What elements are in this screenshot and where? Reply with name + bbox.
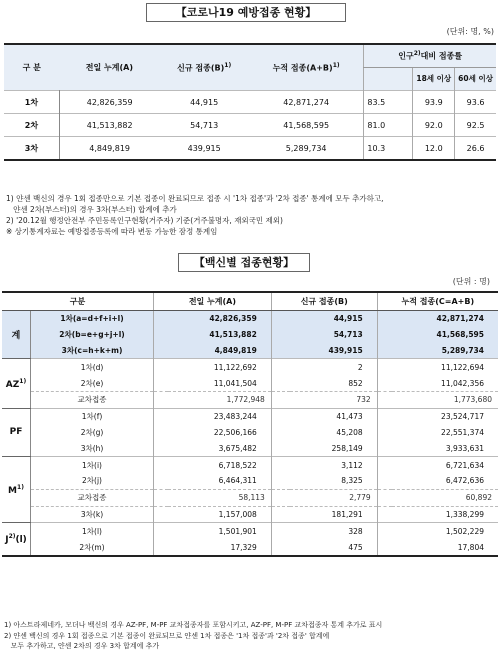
cell-prev: 17,329 [154, 539, 272, 556]
cell-new: 44,915 [159, 91, 249, 114]
group-total: 계 [2, 311, 31, 359]
cell-18: 92.0 [413, 114, 455, 137]
cell-prev: 58,113 [168, 489, 272, 506]
row-label: 1차(l) [31, 523, 154, 539]
cell-prev: 1,501,901 [154, 523, 272, 539]
group-j: $J^{2)}(l)$ [2, 523, 31, 556]
cell-cum: 6,721,634 [377, 457, 498, 473]
vaccination-status-table [4, 43, 496, 161]
row-label: 1차(d) [31, 359, 154, 375]
table-row [2, 506, 498, 523]
cell-prev: 42,826,359 [59, 91, 159, 114]
note-line: 1) 아스트라제네카, 모더나 백신의 경우 AZ-PF, M-PF 교차접종자를 포함시키고, AZ-PF, M-PF 교차접종자 통계 추가로 표시 [4, 621, 383, 629]
row-label: 2차(g) [80, 427, 104, 437]
cell-new: 8,325 [271, 473, 377, 489]
header-new: 신규 접종$(B)^{1)}$ [159, 44, 249, 91]
cell-new: 439,915 [271, 343, 377, 359]
cell-cum: 1,773,680 [392, 391, 498, 408]
cell-60: 93.6 [455, 91, 496, 114]
note-line: ※ 상기통계자료는 예방접종등록에 따라 변동 가능한 잠정 통계임 [6, 227, 218, 236]
cell-prev: 6,464,311 [154, 473, 272, 489]
header-prev-total: 전일 누계(A) [59, 44, 159, 91]
cell-new: 852 [271, 375, 377, 391]
cell-prev: 6,718,522 [154, 457, 272, 473]
cell-cum: 42,871,274 [377, 311, 498, 327]
cell-cum: 11,042,356 [377, 375, 498, 391]
header-new: 신규 접종(B) [271, 292, 377, 311]
cell-new: 328 [271, 523, 377, 539]
group-m: $M^{1)}$ [2, 457, 31, 523]
cell-prev: 3,675,482 [154, 440, 272, 456]
cell-cum: 17,804 [377, 539, 498, 556]
header-cumulative: 누적 접종$(A+B)^{1)}$ [249, 44, 364, 91]
cell-new: 439,915 [159, 137, 249, 161]
cell-cum: 22,551,374 [377, 425, 498, 441]
note-line: 1) 얀센 백신의 경우 1회 접종만으로 기본 접종이 완료되므로 접종 시 '1차 접종'과 '2차 접종' 통계에 모두 추가하고, [6, 194, 384, 203]
cell-cum: 41,568,595 [377, 327, 498, 343]
cell-new: 41,473 [271, 408, 377, 424]
table2-notes [4, 620, 498, 652]
cell-cum: 11,122,694 [377, 359, 498, 375]
row-label: 3차(h) [80, 443, 104, 453]
cell-new: 54,713 [271, 327, 377, 343]
note-line: 2) 얀센 백신의 경우 1회 접종으로 기본 접종이 완료되므로 얀센 1차 접종은 '1차 접종'과 '2차 접종' 합계에 [4, 631, 330, 640]
header-pop-rate [364, 68, 413, 91]
table1-notes [6, 193, 496, 237]
cell-pop: 10.3 [364, 137, 413, 161]
table-row [2, 457, 498, 473]
table-row [4, 114, 496, 137]
table-row [4, 91, 496, 114]
table-row [2, 375, 498, 391]
header-cumulative: 누적 접종(C=A+B) [377, 292, 498, 311]
note-line: 얀센 2차(부스터)의 경우 3차(부스터) 합계에 추가 [6, 205, 177, 214]
row-label: 2차(j) [82, 476, 102, 486]
table-row [2, 327, 498, 343]
cell-prev: 11,041,504 [154, 375, 272, 391]
cell-cum: 1,338,299 [377, 506, 498, 523]
cell-new: 258,149 [271, 440, 377, 456]
header-18plus: 18세 이상 [413, 68, 455, 91]
table-row [2, 391, 498, 408]
cell-cum: 41,568,595 [249, 114, 364, 137]
row-label: 2차 [4, 114, 59, 137]
row-label: 1차(a=d+f+i+l) [31, 311, 154, 327]
cell-new: 44,915 [271, 311, 377, 327]
header-prev-total: 전일 누계(A) [154, 292, 272, 311]
row-label: 1차(i) [31, 457, 154, 473]
cell-pop: 83.5 [364, 91, 413, 114]
table-row [2, 425, 498, 441]
row-label: 1차(f) [31, 408, 154, 424]
cell-cum: 3,933,631 [377, 440, 498, 456]
cell-new: 181,291 [271, 506, 377, 523]
cell-new: 45,208 [271, 425, 377, 441]
table-row [2, 523, 498, 539]
cell-cum: 6,472,636 [377, 473, 498, 489]
cell-prev: 22,506,166 [154, 425, 272, 441]
header-60plus: 60세 이상 [455, 68, 496, 91]
cell-cum: 42,871,274 [249, 91, 364, 114]
table-row [2, 311, 498, 327]
table2-unit: (단위 : 명) [452, 277, 490, 286]
header-category: 구분 [2, 292, 154, 311]
cell-60: 26.6 [455, 137, 496, 161]
cell-prev: 41,513,882 [154, 327, 272, 343]
header-category: 구 분 [4, 44, 59, 91]
cell-new: 2,779 [290, 489, 378, 506]
cell-prev: 41,513,882 [59, 114, 159, 137]
table-row [2, 473, 498, 489]
table2-title: 【백신별 접종현황】 [178, 253, 310, 272]
row-label: 2차(e) [80, 378, 104, 388]
table-row [2, 343, 498, 359]
cell-cum: 23,524,717 [377, 408, 498, 424]
row-label: 2차(b=e+g+j+l) [31, 327, 154, 343]
cell-prev: 42,826,359 [154, 311, 272, 327]
cell-prev: 23,483,244 [154, 408, 272, 424]
cell-prev: 4,849,819 [154, 343, 272, 359]
table1-title: 【코로나19 예방접종 현황】 [146, 3, 346, 22]
note-line: 2) '20.12월 행정안전부 주민등록인구현황(거주자) 기준(거주불명자, 재외국민 제외) [6, 216, 283, 225]
cell-cum: 5,289,734 [377, 343, 498, 359]
row-label: 1차 [4, 91, 59, 114]
row-label: 3차 [4, 137, 59, 161]
row-label: 3차(k) [31, 506, 154, 523]
table-row [4, 137, 496, 161]
cell-prev: 1,772,948 [168, 391, 272, 408]
vaccine-type-table [2, 291, 498, 557]
table-row [2, 539, 498, 556]
cell-60: 92.5 [455, 114, 496, 137]
row-label: 교차접종 [31, 489, 154, 506]
cell-cum: 1,502,229 [377, 523, 498, 539]
row-label: 3차(c=h+k+m) [31, 343, 154, 359]
row-label: 2차(m) [79, 542, 105, 552]
cell-new: 3,112 [271, 457, 377, 473]
cell-prev: 11,122,692 [154, 359, 272, 375]
cell-new: 2 [271, 359, 377, 375]
cell-new: 475 [271, 539, 377, 556]
cell-prev: 4,849,819 [59, 137, 159, 161]
cell-pop: 81.0 [364, 114, 413, 137]
cell-new: 54,713 [159, 114, 249, 137]
cell-new: 732 [290, 391, 378, 408]
table1-unit: (단위: 명, %) [446, 27, 494, 36]
group-az: AZ$^{1)}$ [2, 359, 31, 408]
table-row [2, 489, 498, 506]
cell-18: 12.0 [413, 137, 455, 161]
table-row [2, 440, 498, 456]
cell-18: 93.9 [413, 91, 455, 114]
cell-cum: 60,892 [392, 489, 498, 506]
cell-cum: 5,289,734 [249, 137, 364, 161]
group-pf: PF [2, 408, 31, 456]
table-row [2, 408, 498, 424]
note-line: 모두 추가하고, 얀센 2차의 경우 3차 합계에 추가 [4, 642, 160, 650]
row-label: 교차접종 [31, 391, 154, 408]
table-row [2, 359, 498, 375]
cell-prev: 1,157,008 [154, 506, 272, 523]
header-rate: 인구$^{2)}$대비 접종률 [364, 44, 496, 68]
